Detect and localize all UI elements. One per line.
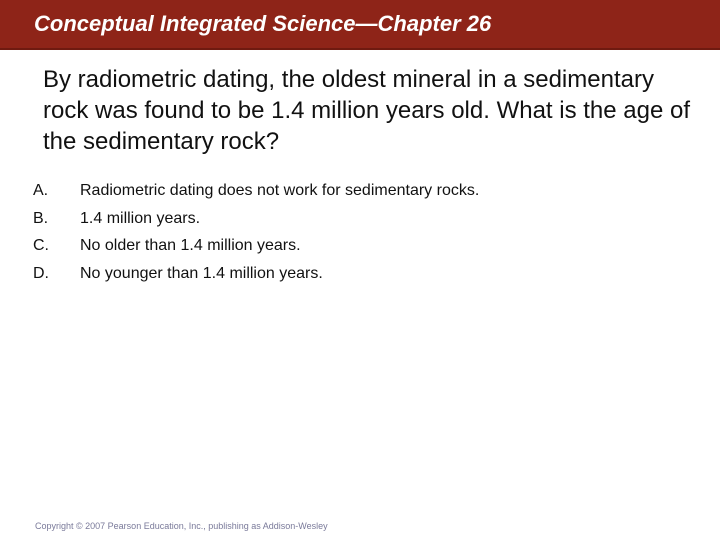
answer-option-b <box>33 205 693 233</box>
answer-text: Radiometric dating does not work for sedimentary rocks. <box>80 182 480 199</box>
answer-letter: D. <box>33 264 49 282</box>
answer-letter: A. <box>33 182 49 199</box>
slide-title: Conceptual Integrated Science—Chapter 26 <box>34 11 492 36</box>
answer-letter: B. <box>33 209 49 227</box>
answer-text: No older than 1.4 million years. <box>80 237 301 254</box>
question-text: By radiometric dating, the oldest mineral in a sedimentary rock was found to be 1.4 million years old. What is the age of the sedimentary rock? <box>43 66 691 155</box>
answer-list <box>33 177 693 287</box>
answer-text: 1.4 million years. <box>80 209 201 227</box>
answer-option-a <box>33 177 693 205</box>
answer-option-c <box>33 232 693 260</box>
answer-letter: C. <box>33 237 49 254</box>
answer-option-d <box>33 260 693 288</box>
slide-header-bar <box>0 0 720 50</box>
answer-text: No younger than 1.4 million years. <box>80 264 323 282</box>
copyright-footer: Copyright © 2007 Pearson Education, Inc., publishing as Addison-Wesley <box>35 521 328 531</box>
